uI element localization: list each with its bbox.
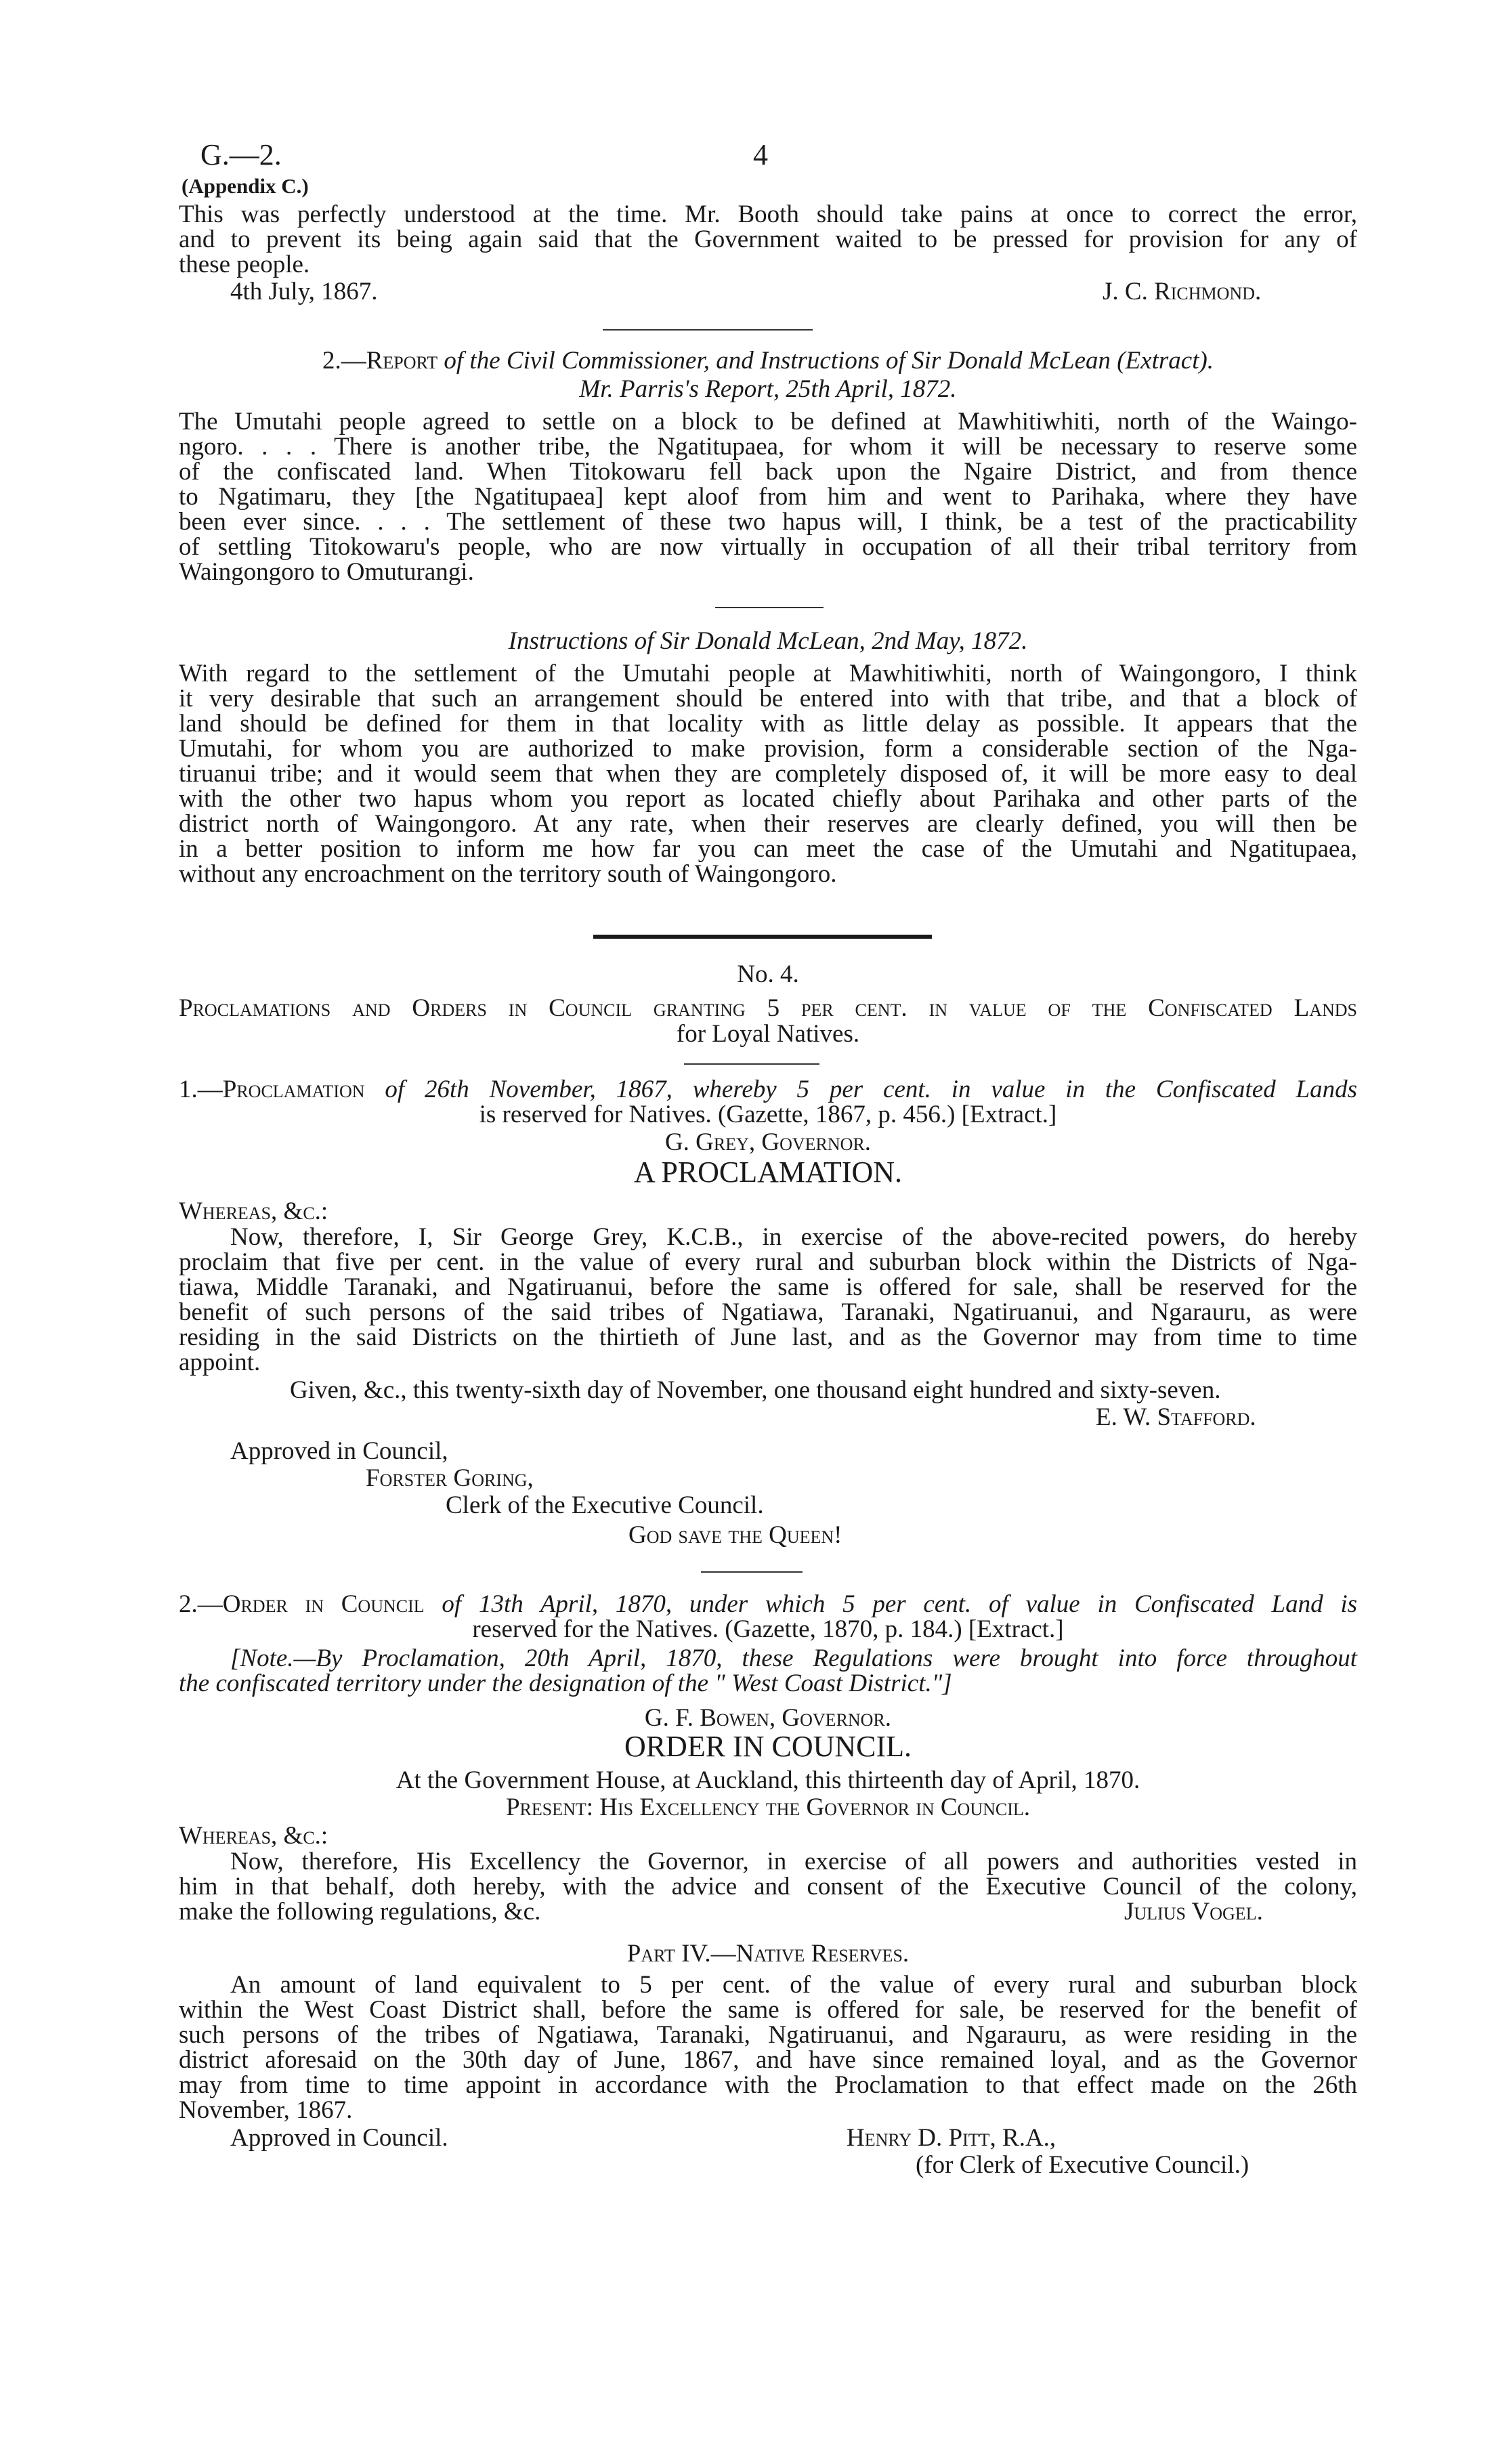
proclamation-heading: A PROCLAMATION. [633,1155,903,1189]
proclamation-god-save: God save the Queen! [628,1521,842,1549]
order-title-line-2: reserved for the Natives. (Gazette, 1870, p. 184.) [Extract.] [472,1615,1064,1643]
part-body-line-1: An amount of land equivalent to 5 per cent. of the value of every rural and suburban block [230,1971,1357,1999]
no4-label: No. 4. [737,960,799,988]
para2-line-1: With regard to the settlement of the Umutahi people at Mawhitiwhiti, north of Waingongoro, I think [179,660,1357,687]
divider-rule [715,607,824,608]
para1-line-7: Waingongoro to Omuturangi. [179,558,474,586]
proclamation-governor: G. Grey, Governor. [664,1128,872,1156]
para2-line-8: in a better position to inform me how far you can meet the case of the Umutahi and Ngatitupaea, [179,835,1357,863]
section2-subtitle: Mr. Parris's Report, 25th April, 1872. [579,375,957,403]
intro-line-2: and to prevent its being again said that the Government waited to be pressed for provision for any of [179,226,1357,253]
doc-code: G.—2. [200,138,282,171]
para2-line-9: without any encroachment on the territory south of Waingongoro. [179,860,837,888]
intro-date: 4th July, 1867. [230,278,378,305]
proclamation-body-line-1: Now, therefore, I, Sir George Grey, K.C.B., in exercise of the above-recited powers, do hereby [230,1223,1357,1251]
part-body-line-3: such persons of the tribes of Ngatiawa, Taranaki, Ngatiruanui, and Ngarauru, as were residing in the [179,2021,1357,2049]
appendix-label: (Appendix C.) [181,174,309,198]
proclamation-clerk-title: Clerk of the Executive Council. [446,1491,764,1519]
order-title-rest: of 13th April, 1870, under which 5 per cent. of value in Confiscated Land is [442,1590,1358,1618]
part-heading: Part IV.—Native Reserves. [626,1940,910,1968]
para1-line-3: of the confiscated land. When Titokowaru fell back upon the Ngaire District, and from thence [179,458,1357,486]
order-note-line-2: the confiscated territory under the designation of the " West Coast District."] [179,1670,952,1697]
para2-line-7: district north of Waingongoro. At any rate, when their reserves are clearly defined, you will then be [179,810,1357,838]
section2-title-rest: of the Civil Commissioner, and Instructions of Sir Donald McLean (Extract). [444,347,1214,375]
no4-heading-line-2: for Loyal Natives. [676,1020,860,1048]
order-heading: ORDER IN COUNCIL. [624,1730,912,1763]
order-signature: Julius Vogel. [1124,1898,1263,1926]
proclamation-body-line-6: appoint. [179,1348,261,1376]
order-governor: G. F. Bowen, Governor. [644,1704,892,1732]
para2-line-2: it very desirable that such an arrangement should be entered into with that tribe, and that a block of [179,685,1357,713]
proclamation-title-line-2: is reserved for Natives. (Gazette, 1867, p. 456.) [Extract.] [479,1101,1057,1128]
proclamation-approved: Approved in Council, [230,1437,448,1465]
proclamation-given: Given, &c., this twenty-sixth day of November, one thousand eight hundred and sixty-seven. [290,1376,1221,1404]
para2-line-3: land should be defined for them in that locality with as little delay as possible. It appears that the [179,710,1357,738]
divider-rule [684,1063,819,1065]
para2-line-5: tiruanui tribe; and it would seem that when they are completely disposed of, it will be more easy to deal [179,760,1357,788]
part-body-line-2: within the West Coast District shall, before the same is offered for sale, be reserved for the benefit of [179,1996,1357,2024]
order-whereas: Whereas, &c.: [179,1822,328,1850]
proclamation-title-rest: of 26th November, 1867, whereby 5 per cent. in value in the Confiscated Lands [385,1076,1358,1103]
order-place: At the Government House, at Auckland, this thirteenth day of April, 1870. [396,1766,1140,1794]
part-body-line-6: November, 1867. [179,2096,353,2124]
order-clerk-name: Henry D. Pitt, R.A., [847,2124,1056,2152]
proclamation-title-prefix: 1.—Proclamation [179,1076,365,1103]
intro-signature: J. C. Richmond. [1103,278,1262,305]
order-body-last: make the following regulations, &c. [179,1898,541,1926]
divider-rule [603,329,813,331]
proclamation-body-line-4: benefit of such persons of the said tribes of Ngatiawa, Taranaki, Ngatiruanui, and Ngarauru, as were [179,1298,1357,1326]
para1-line-1: The Umutahi people agreed to settle on a block to be defined at Mawhitiwhiti, north of the Waingo- [179,408,1357,436]
order-approved: Approved in Council. [230,2124,448,2152]
intro-line-3: these people. [179,251,310,278]
para2-line-6: with the other two hapus whom you report as located chiefly about Parihaka and other parts of the [179,785,1357,813]
no4-heading-line-1: Proclamations and Orders in Council granting 5 per cent. in value of the Confiscated Lands [179,994,1357,1022]
proclamation-body-line-5: residing in the said Districts on the thirtieth of June last, and as the Governor may from time to time [179,1323,1357,1351]
order-clerk-title: (for Clerk of Executive Council.) [916,2151,1249,2179]
part-body-line-5: may from time to time appoint in accordance with the Proclamation to that effect made on the 26th [179,2071,1357,2099]
section-divider-thick [593,935,932,939]
order-title-line-1 [179,1592,1357,1617]
section2-title [179,348,1357,373]
part-body-line-4: district aforesaid on the 30th day of June, 1867, and have since remained loyal, and as the Governor [179,2046,1357,2074]
order-note-line-1: [Note.—By Proclamation, 20th April, 1870, these Regulations were brought into force throughout [230,1644,1357,1672]
intro-line-1: This was perfectly understood at the time. Mr. Booth should take pains at once to correct the error, [179,200,1357,228]
proclamation-signature: E. W. Stafford. [1096,1403,1256,1431]
para2-line-4: Umutahi, for whom you are authorized to make provision, form a considerable section of the Nga- [179,735,1357,763]
proclamation-whereas: Whereas, &c.: [179,1197,328,1225]
divider-rule [701,1571,803,1573]
para1-line-2: ngoro. . . . There is another tribe, the Ngatitupaea, for whom it will be necessary to reserve some [179,433,1357,461]
order-title-prefix: 2.—Order in Council [179,1590,425,1618]
order-present: Present: His Excellency the Governor in Council. [505,1793,1031,1821]
page-number: 4 [753,138,768,171]
section2-title-prefix: 2.—Report [322,347,438,375]
instructions-title: Instructions of Sir Donald McLean, 2nd May, 1872. [508,627,1028,655]
proclamation-body-line-3: tiawa, Middle Taranaki, and Ngatiruanui, before the same is offered for sale, shall be reserved for the [179,1273,1357,1301]
proclamation-clerk-name: Forster Goring, [366,1464,534,1492]
proclamation-body-line-2: proclaim that five per cent. in the value of every rural and suburban block within the Districts of Nga- [179,1248,1357,1276]
para1-line-6: of settling Titokowaru's people, who are now virtually in occupation of all their tribal territory from [179,533,1357,561]
order-body-line-2: him in that behalf, doth hereby, with the advice and consent of the Executive Council of the colony, [179,1873,1357,1900]
para1-line-4: to Ngatimaru, they [the Ngatitupaea] kept aloof from him and went to Parihaka, where they have [179,483,1357,511]
para1-line-5: been ever since. . . . The settlement of these two hapus will, I think, be a test of the practicability [179,508,1357,536]
proclamation-title-line-1 [179,1077,1357,1102]
order-body-line-1: Now, therefore, His Excellency the Governor, in exercise of all powers and authorities vested in [230,1848,1357,1875]
